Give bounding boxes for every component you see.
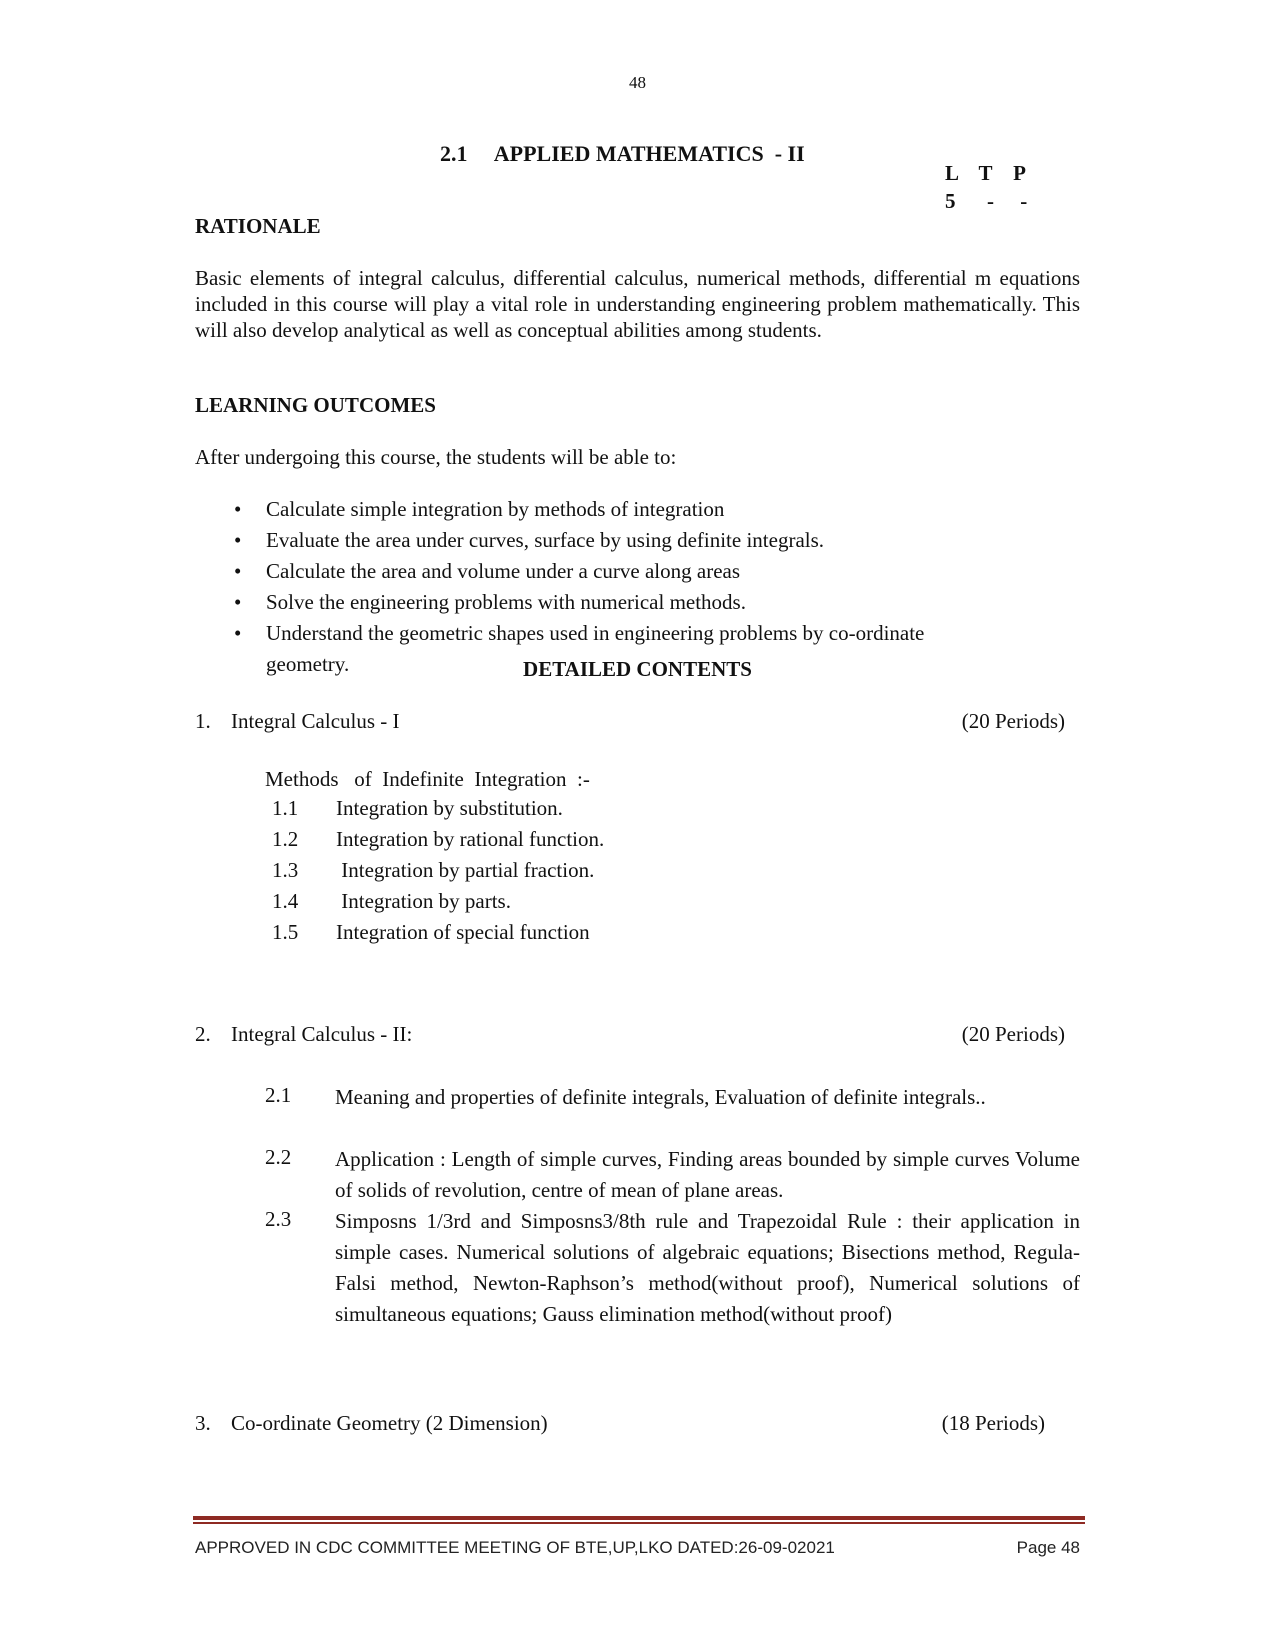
bullet-icon: • — [234, 528, 242, 552]
topic-number: 2.1 — [265, 1083, 292, 1107]
topic-number: 1.3 — [272, 858, 299, 882]
topic-number: 1.2 — [272, 827, 299, 851]
footer — [195, 1535, 1080, 1561]
rationale-heading: RATIONALE — [195, 214, 321, 238]
unit-name: Co-ordinate Geometry (2 Dimension) — [231, 1411, 548, 1435]
topic-number: 2.3 — [265, 1207, 292, 1231]
topic-text: Integration by parts. — [336, 889, 511, 913]
topic-number: 1.5 — [272, 920, 299, 944]
footer-page-number: Page 48 — [1016, 1538, 1080, 1557]
unit-number: 3. — [195, 1411, 211, 1435]
topic-row — [272, 919, 590, 945]
rationale-text: Basic elements of integral calculus, differential calculus, numerical methods, differential m equations included in this course will play a vital role in understanding engineering problem mathematically. This will also develop analytical as well as conceptual abilities among students. — [195, 266, 1080, 342]
topic-number: 2.2 — [265, 1145, 292, 1169]
footer-rule-thin — [193, 1522, 1085, 1524]
ltp-values: 5 - - — [945, 189, 1028, 213]
topic-text: Integration by substitution. — [336, 796, 563, 820]
outcome-text: Calculate simple integration by methods of integration — [266, 497, 725, 521]
topic-row — [272, 795, 563, 821]
topic-text: Integration of special function — [336, 920, 590, 944]
learning-outcomes-heading: LEARNING OUTCOMES — [195, 393, 436, 417]
list-item — [230, 556, 1090, 587]
learning-outcomes-list — [230, 494, 1090, 680]
bullet-icon: • — [234, 497, 242, 521]
topic-number: 1.1 — [272, 796, 299, 820]
ltp-header: L T P — [945, 161, 1026, 185]
topic-text: Application : Length of simple curves, Finding areas bounded by simple curves Volume of solids of revolution, centre of mean of plane areas. — [335, 1147, 1080, 1202]
topic-text: Integration by partial fraction. — [336, 858, 595, 882]
unit-periods: (20 Periods) — [961, 709, 1065, 733]
topic-number: 1.4 — [272, 889, 299, 913]
list-item — [230, 494, 1090, 525]
detailed-contents-heading: DETAILED CONTENTS — [523, 657, 752, 681]
topic-row — [272, 857, 594, 883]
footer-rule-thick — [193, 1516, 1085, 1520]
list-item — [230, 587, 1090, 618]
footer-approval-text: APPROVED IN CDC COMMITTEE MEETING OF BTE,UP,LKO DATED:26-09-02021 — [195, 1538, 835, 1557]
outcome-text: Evaluate the area under curves, surface by using definite integrals. — [266, 528, 825, 552]
topic-row — [272, 826, 604, 852]
unit-number: 1. — [195, 709, 211, 733]
topic-text: Simposns 1/3rd and Simposns3/8th rule and Trapezoidal Rule : their application in simple cases. Numerical solutions of algebraic equations; Bisections method, Regula-Falsi method, Newton-Raphson’s method(without proof), Numerical solutions of simultaneous equations; Gauss elimination method(without proof) — [335, 1209, 1080, 1326]
learning-outcomes-intro: After undergoing this course, the students will be able to: — [195, 445, 677, 469]
unit-number: 2. — [195, 1022, 211, 1046]
topic-text: Integration by rational function. — [336, 827, 605, 851]
unit-name: Integral Calculus - I — [231, 709, 400, 733]
unit-periods: (18 Periods) — [941, 1411, 1045, 1435]
topic-text: Meaning and properties of definite integrals, Evaluation of definite integrals.. — [335, 1085, 986, 1109]
unit-periods: (20 Periods) — [961, 1022, 1065, 1046]
outcome-text: Calculate the area and volume under a curve along areas — [266, 559, 741, 583]
outcome-text: Understand the geometric shapes used in engineering problems by co-ordinate geometry. — [266, 621, 925, 676]
unit-1-intro: Methods of Indefinite Integration :- — [265, 767, 590, 791]
topic-row — [272, 888, 511, 914]
bullet-icon: • — [234, 559, 242, 583]
unit-name: Integral Calculus - II: — [231, 1022, 413, 1046]
list-item — [230, 525, 1090, 556]
course-title: 2.1 APPLIED MATHEMATICS - II — [440, 141, 805, 166]
bullet-icon: • — [234, 590, 242, 614]
outcome-text: Solve the engineering problems with numerical methods. — [266, 590, 746, 614]
page-number-top: 48 — [629, 73, 646, 92]
bullet-icon: • — [234, 621, 242, 645]
